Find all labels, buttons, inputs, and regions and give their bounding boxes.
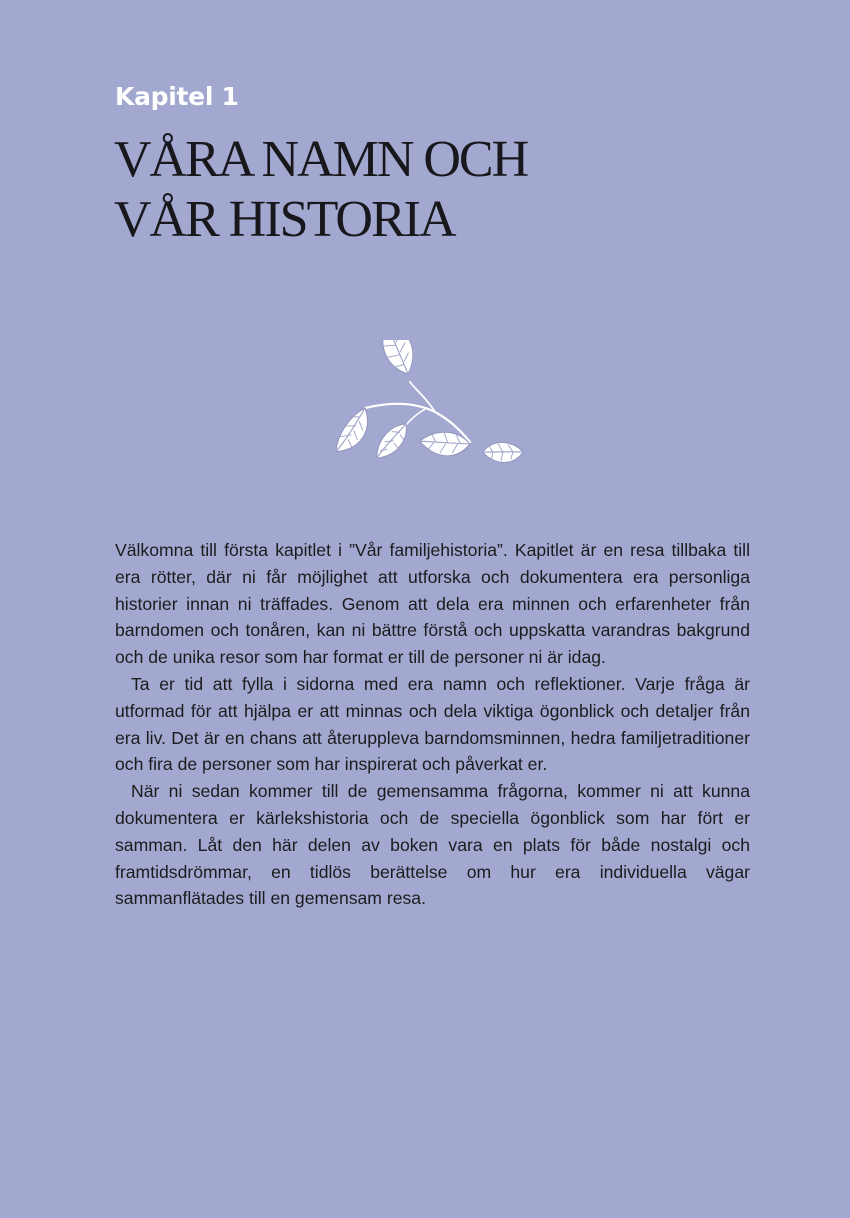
- chapter-title-line-1: VÅRA NAMN OCH: [114, 131, 528, 188]
- chapter-intro: [115, 537, 750, 912]
- leaf-branch-icon: [320, 340, 530, 475]
- chapter-label: Kapitel 1: [115, 82, 239, 111]
- paragraph-3: När ni sedan kommer till de gemensamma frågorna, kommer ni att kunna dokumentera er kärlekshistoria och de speciella ögonblick som har fört er samman. Låt den här delen av boken vara en plats för både nostalgi och framtidsdrömmar, en tidlös berättelse om hur era individuella vägar sammanflätades till en gemensam resa.: [115, 781, 750, 909]
- paragraph-2: Ta er tid att fylla i sidorna med era namn och reflektioner. Varje fråga är utformad för att hjälpa er att minnas och dela viktiga ögonblick och detaljer från era liv. Det är en chans att återuppleva barndomsminnen, hedra familjetraditioner och fira de personer som har inspirerat och påverkat er.: [115, 673, 750, 775]
- paragraph-1: Välkomna till första kapitlet i ”Vår familjehistoria”. Kapitlet är en resa tillbaka till era rötter, där ni får möjlighet att utforska och dokumentera era personliga historier innan ni träffades. Genom att dela era minnen och erfarenheter från barndomen och tonåren, kan ni bättre förstå och uppskatta varandras bakgrund och de unika resor som har format er till de personer ni är idag.: [115, 540, 750, 668]
- chapter-title-line-2: VÅR HISTORIA: [114, 191, 455, 248]
- chapter-title: [114, 130, 754, 250]
